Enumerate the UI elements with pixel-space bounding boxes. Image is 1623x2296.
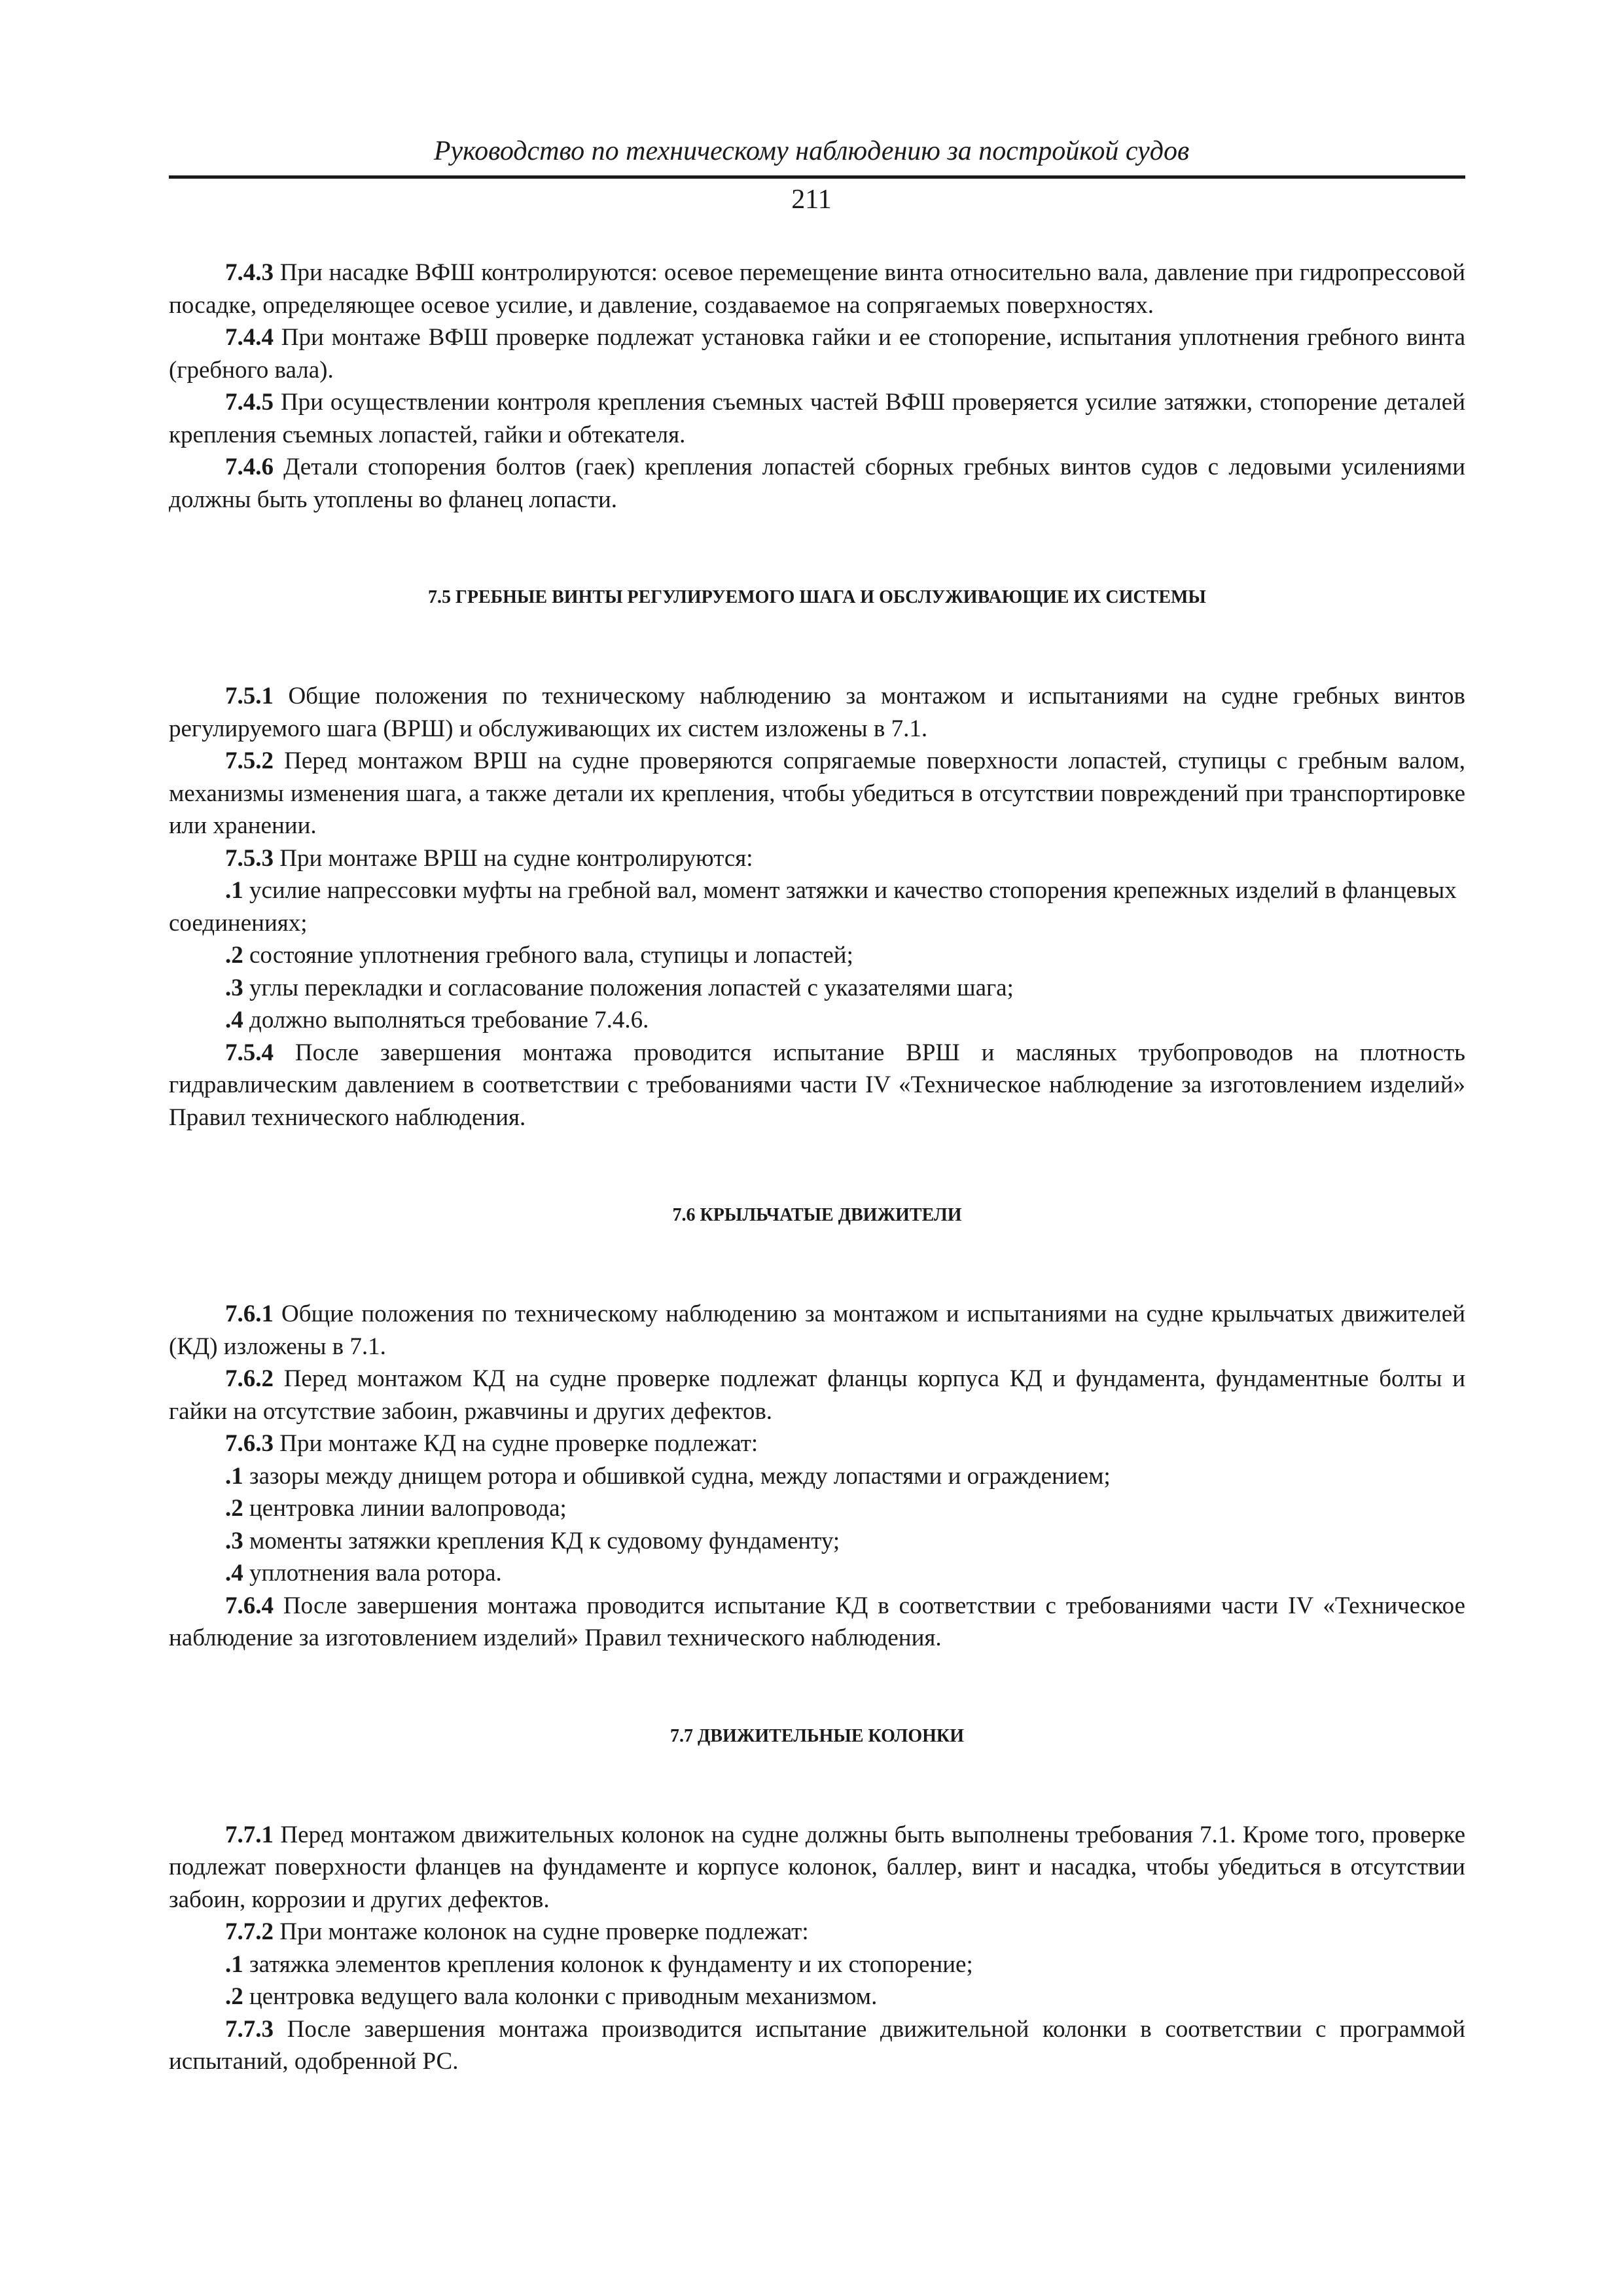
paragraph-7-5-1 <box>169 680 1465 745</box>
paragraph-number: 7.6.2 <box>225 1365 274 1392</box>
paragraph-7-7-3 <box>169 2013 1465 2078</box>
list-item <box>169 939 1465 972</box>
item-text: затяжка элементов крепления колонок к фундаменту и их стопорение; <box>249 1950 973 1978</box>
item-text: уплотнения вала ротора. <box>249 1560 502 1587</box>
list-item <box>169 1525 1465 1558</box>
paragraph-text: Общие положения по техническому наблюдению за монтажом и испытаниями на судне гребных винтов регулируемого шага (ВРШ) и обслуживающих их систем изложены в 7.1. <box>169 683 1465 742</box>
paragraph-7-6-3 <box>169 1427 1465 1460</box>
paragraph-text: При монтаже ВФШ проверке подлежат установка гайки и ее стопорение, испытания уплотнения гребного винта (гребного вала). <box>169 324 1466 384</box>
item-text: состояние уплотнения гребного вала, ступицы и лопастей; <box>249 942 853 969</box>
item-number: .1 <box>225 1462 243 1490</box>
item-number: .2 <box>225 942 243 969</box>
list-item <box>169 1004 1465 1037</box>
paragraph-7-4-5 <box>169 386 1465 451</box>
paragraph-text: При монтаже колонок на судне проверке подлежат: <box>279 1918 809 1945</box>
paragraph-7-4-4 <box>169 321 1465 386</box>
paragraph-number: 7.5.1 <box>225 683 274 709</box>
list-item <box>169 1460 1465 1493</box>
list-item <box>169 874 1465 939</box>
paragraph-number: 7.4.6 <box>225 454 274 480</box>
paragraph-7-7-2 <box>169 1916 1465 1948</box>
page-number: 211 <box>791 185 832 215</box>
paragraph-text: При осуществлении контроля крепления съемных частей ВФШ проверяется усилие затяжки, стопорение деталей крепления съемных лопастей, гайки и обтекателя. <box>169 389 1466 448</box>
item-text: моменты затяжки крепления КД к судовому фундаменту; <box>249 1527 840 1554</box>
paragraph-7-6-2 <box>169 1363 1465 1427</box>
item-text: углы перекладки и согласование положения лопастей с указателями шага; <box>249 974 1014 1001</box>
item-text: центровка линии валопровода; <box>249 1495 567 1522</box>
item-number: .1 <box>225 1950 243 1978</box>
paragraph-7-5-3 <box>169 842 1465 875</box>
paragraph-number: 7.7.3 <box>225 2015 274 2043</box>
paragraph-number: 7.4.4 <box>225 324 274 351</box>
paragraph-text: Перед монтажом движительных колонок на судне должны быть выполнены требования 7.1. Кроме того, проверке подлежат поверхности фланцев на фундаменте и корпусе колонок, баллер, винт и насадка, чтобы убедиться в отсутствии забоин, коррозии и других дефектов. <box>169 1821 1465 1913</box>
item-number: .2 <box>225 1495 243 1522</box>
paragraph-number: 7.5.4 <box>225 1039 274 1066</box>
paragraph-text: Детали стопорения болтов (гаек) крепления лопастей сборных гребных винтов судов с ледовыми усилениями должны быть утоплены во фланец лопасти. <box>169 454 1466 513</box>
paragraph-7-4-6 <box>169 451 1465 516</box>
item-text: должно выполняться требование 7.4.6. <box>249 1007 649 1033</box>
paragraph-text: После завершения монтажа проводится испытание КД в соответствии с требованиями части IV «Техническое наблюдение за изготовлением изделий» Правил технического наблюдения. <box>169 1592 1466 1651</box>
item-number: .2 <box>225 1983 243 2010</box>
list-item <box>169 1948 1465 1981</box>
section-heading-7-6: 7.6 КРЫЛЬЧАТЫЕ ДВИЖИТЕЛИ <box>672 1205 962 1225</box>
paragraph-number: 7.7.1 <box>225 1821 274 1848</box>
paragraph-7-4-3 <box>169 257 1465 321</box>
item-number: .4 <box>225 1560 243 1587</box>
paragraph-text: При монтаже ВРШ на судне контролируются: <box>279 844 753 872</box>
item-number: .3 <box>225 974 243 1001</box>
item-number: .1 <box>225 877 243 904</box>
item-number: .3 <box>225 1527 243 1554</box>
paragraph-text: Общие положения по техническому наблюдению за монтажом и испытаниями на судне крыльчатых движителей (КД) изложены в 7.1. <box>169 1300 1465 1360</box>
paragraph-number: 7.6.1 <box>225 1300 274 1327</box>
paragraph-text: Перед монтажом КД на судне проверке подлежат фланцы корпуса КД и фундамента, фундаментные болты и гайки на отсутствие забоин, ржавчины и других дефектов. <box>169 1365 1466 1425</box>
paragraph-text: При монтаже КД на судне проверке подлежат: <box>279 1430 758 1457</box>
list-item <box>169 1492 1465 1525</box>
paragraph-7-5-4 <box>169 1037 1465 1134</box>
list-item <box>169 1557 1465 1590</box>
paragraph-7-6-1 <box>169 1298 1465 1363</box>
paragraph-text: После завершения монтажа производится испытание движительной колонки в соответствии с программой испытаний, одобренной РС. <box>169 2015 1466 2075</box>
item-text: центровка ведущего вала колонки с приводным механизмом. <box>249 1983 878 2010</box>
paragraph-number: 7.5.2 <box>225 747 274 774</box>
running-header: Руководство по техническому наблюдению за постройкой судов <box>433 136 1190 166</box>
paragraph-number: 7.6.4 <box>225 1592 274 1619</box>
paragraph-7-6-4 <box>169 1590 1465 1655</box>
paragraph-7-5-2 <box>169 745 1465 842</box>
section-heading-7-7: 7.7 ДВИЖИТЕЛЬНЫЕ КОЛОНКИ <box>670 1725 964 1746</box>
document-body <box>169 257 1465 2078</box>
paragraph-text: После завершения монтажа проводится испытание ВРШ и масляных трубопроводов на плотность гидравлическим давлением в соответствии с требованиями части IV «Техническое наблюдение за изготовлением изделий» Правил технического наблюдения. <box>169 1039 1466 1131</box>
section-heading-7-5: 7.5 ГРЕБНЫЕ ВИНТЫ РЕГУЛИРУЕМОГО ШАГА И ОБСЛУЖИВАЮЩИЕ ИХ СИСТЕМЫ <box>428 587 1206 607</box>
paragraph-number: 7.7.2 <box>225 1918 274 1945</box>
list-item <box>169 1981 1465 2013</box>
item-number: .4 <box>225 1007 243 1033</box>
paragraph-7-7-1 <box>169 1819 1465 1916</box>
item-text: зазоры между днищем ротора и обшивкой судна, между лопастями и ограждением; <box>249 1462 1111 1490</box>
paragraph-number: 7.4.3 <box>225 259 274 286</box>
paragraph-text: Перед монтажом ВРШ на судне проверяются сопрягаемые поверхности лопастей, ступицы с гребным валом, механизмы изменения шага, а также детали их крепления, чтобы убедиться в отсутствии повреждений при транспортировке или хранении. <box>169 747 1466 839</box>
paragraph-number: 7.6.3 <box>225 1430 274 1457</box>
list-item <box>169 972 1465 1005</box>
header-divider <box>169 175 1465 179</box>
paragraph-text: При насадке ВФШ контролируются: осевое перемещение винта относительно вала, давление при гидропрессовой посадке, определяющее осевое усилие, и давление, создаваемое на сопрягаемых поверхностях. <box>169 259 1466 319</box>
paragraph-number: 7.5.3 <box>225 844 274 872</box>
paragraph-number: 7.4.5 <box>225 389 274 416</box>
item-text: усилие напрессовки муфты на гребной вал, момент затяжки и качество стопорения крепежных изделий в фланцевых соединениях; <box>169 877 1457 937</box>
